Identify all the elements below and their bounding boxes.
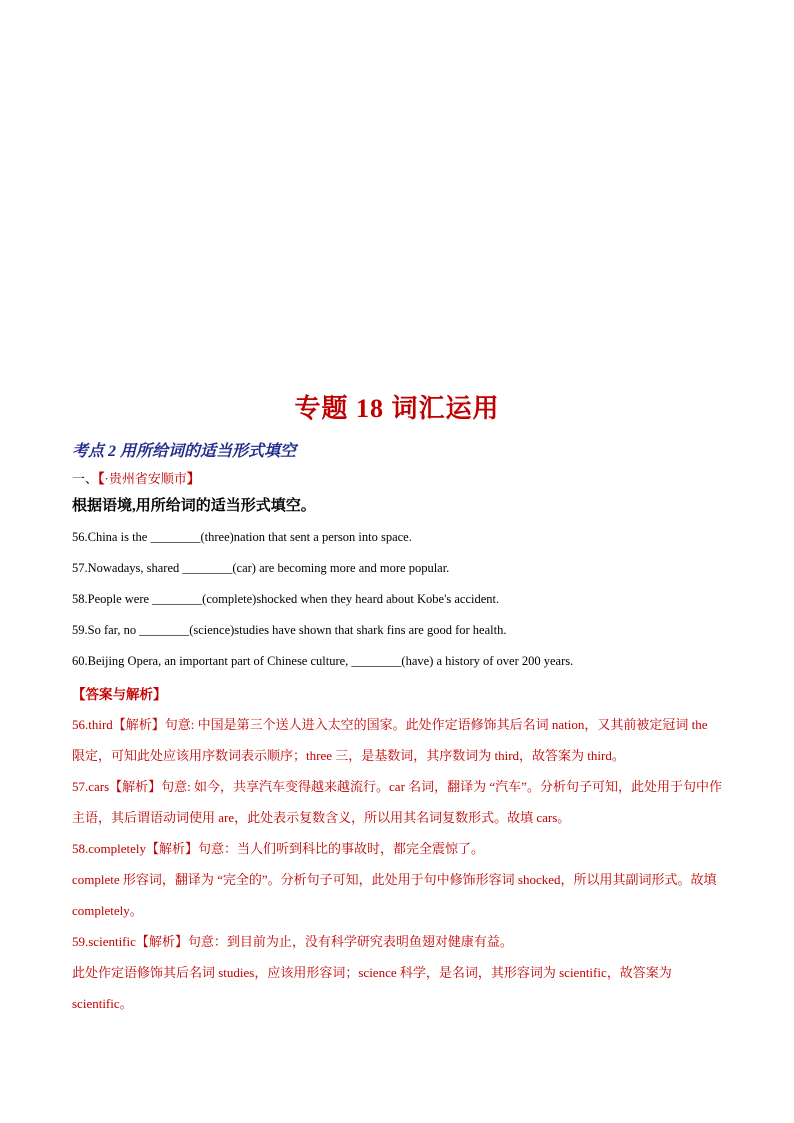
page-title: 专题 18 词汇运用 <box>294 394 500 423</box>
answer-59: 59.scientific【解析】句意：到目前为止，没有科学研究表明鱼翅对健康有益。 <box>72 934 513 949</box>
source-prefix: 一、 <box>72 471 99 486</box>
answer-56: 56.third【解析】句意: 中国是第三个送人进入太空的国家。此处作定语修饰其后名词 nation，又其前被定冠词 the 限定，可知此处应该用序数词表示顺序；three 三，是基数词，其序数词为 third，故答案为 third。 <box>72 717 708 763</box>
answer-59-explanation: 此处作定语修饰其后名词 studies，应该用形容词；science 科学，是名词，其形容词为 scientific，故答案为 scientific。 <box>72 965 672 1011</box>
answer-heading: 【答案与解析】 <box>72 687 167 702</box>
section-subheading: 考点 2 用所给词的适当形式填空 <box>72 443 297 460</box>
question-59: 59.So far, no ________(science)studies have shown that shark fins are good for health. <box>72 623 507 637</box>
source-bracket-close: 】 <box>186 471 200 486</box>
question-57: 57.Nowadays, shared ________(car) are becoming more and more popular. <box>72 561 450 575</box>
question-56: 56.China is the ________(three)nation that sent a person into space. <box>72 530 412 544</box>
answer-57: 57.cars【解析】句意: 如今，共享汽车变得越来越流行。car 名词，翻译为 “汽车”。分析句子可知，此处用于句中作主语，其后谓语动词使用 are，此处表示复数含义，所以用其名词复数形式。故填 cars。 <box>72 779 722 825</box>
question-58: 58.People were ________(complete)shocked when they heard about Kobe's accident. <box>72 592 500 606</box>
instruction-text: 根据语境,用所给词的适当形式填空。 <box>72 498 316 514</box>
answer-58: 58.completely【解析】句意：当人们听到科比的事故时，都完全震惊了。 <box>72 841 485 856</box>
source-bracket-open: 【 <box>98 471 105 486</box>
source-text: ·贵州省安顺市 <box>104 471 187 486</box>
question-60: 60.Beijing Opera, an important part of Chinese culture, ________(have) a history of over 200 years. <box>72 654 574 668</box>
question-source <box>72 468 200 487</box>
answer-58-explanation: complete 形容词，翻译为 “完全的”。分析句子可知，此处用于句中修饰形容词 shocked，所以用其副词形式。故填 completely。 <box>72 872 717 918</box>
